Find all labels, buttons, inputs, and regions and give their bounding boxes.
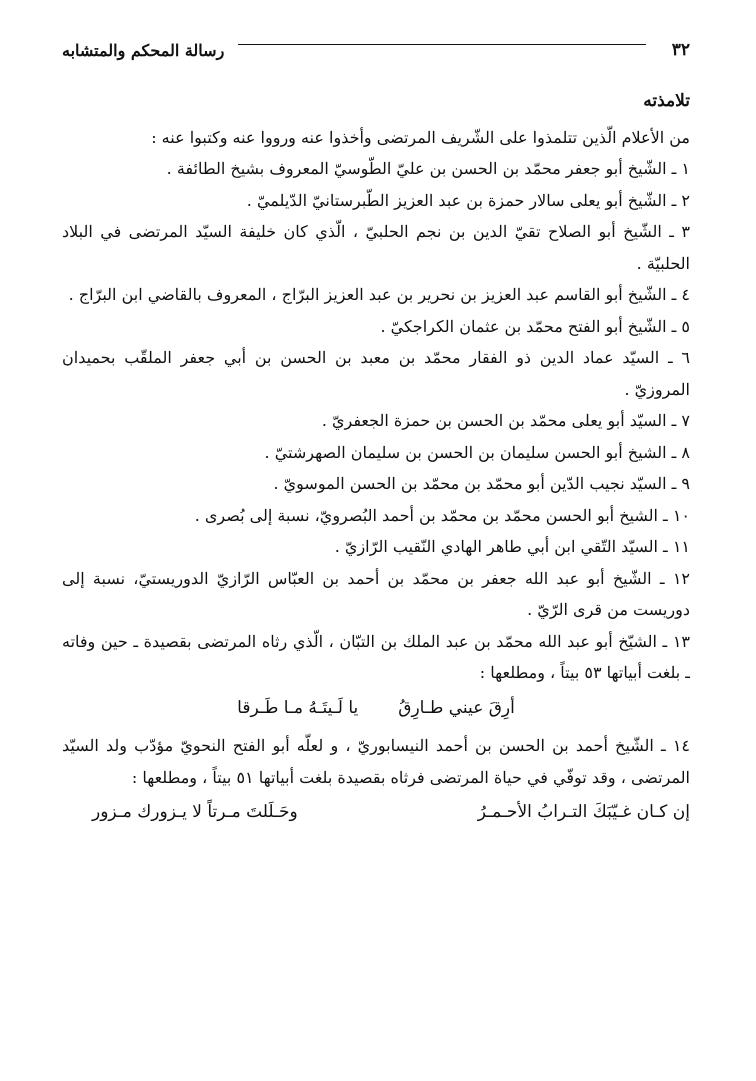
poem-verse-2: [62, 797, 690, 829]
list-item: ٦ ـ السيّد عماد الدين ذو الفقار محمّد بن معبد بن الحسن بن أبي جعفر الملقّب بحميدان المروزيّ .: [62, 348, 690, 399]
section-heading: تلامذته: [643, 91, 690, 111]
verse-hemistich: أرِقَ عيني طـارِقُ: [398, 697, 515, 718]
verse-hemistich: وحَـلَلتَ مـرتاً لا يـزورك مـزور: [92, 802, 298, 822]
running-title: رسالة المحكم والمتشابه: [62, 41, 225, 60]
page-number: ٣٢: [671, 40, 690, 60]
list-item: ٢ ـ الشّيخ أبو يعلى سالار حمزة بن عبد العزيز الطّبرستانيّ الدّيلميّ .: [246, 190, 690, 210]
list-item: ٧ ـ السيّد أبو يعلى محمّد بن الحسن بن حمزة الجعفريّ .: [321, 411, 690, 430]
page-header: [62, 28, 690, 62]
list-item: ١٤ ـ الشّيخ أحمد بن الحسن بن أحمد النيسابوريّ ، و لعلّه أبو الفتح النحويّ مؤدّب ولد السيّد المرتضى ، وقد توفّي في حياة المرتضى فرثاه بقصيدة بلغت أبياتها ٥١ بيتاً ، ومطلعها :: [62, 736, 691, 787]
list-item: ١٠ ـ الشيخ أبو الحسن محمّد بن محمّد بن أحمد البُصرويّ، نسبة إلى بُصرى .: [194, 505, 690, 525]
list-item: ٤ ـ الشّيخ أبو القاسم عبد العزيز بن نحرير بن عبد العزيز البرّاج ، المعروف بالقاضي ابن البرّاج .: [68, 285, 690, 304]
list-item: ٨ ـ الشيخ أبو الحسن سليمان بن الحسن بن سليمان الصهرشتيّ .: [264, 442, 690, 462]
list-item: ١١ ـ السيّد التّقي ابن أبي طاهر الهادي النّقيب الرّازيّ .: [334, 537, 690, 556]
list-item: ١ ـ الشّيخ أبو جعفر محمّد بن الحسن بن عليّ الطّوسيّ المعروف بشيخ الطائفة .: [166, 159, 690, 178]
verse-hemistich: يا لَـيتَـهُ مـا طَـرقا: [237, 697, 359, 718]
list-item: ١٢ ـ الشّيخ أبو عبد الله جعفر بن محمّد بن أحمد بن العبّاس الرّازيّ الدوريستيّ، نسبة إلى دوريست من قرى الرّيّ .: [62, 568, 690, 619]
list-item: ١٣ ـ الشيّخ أبو عبد الله محمّد بن عبد الملك بن التبّان ، الّذي رثاه المرتضى بقصيدة ـ حين وفاته ـ بلغت أبياتها ٥٣ بيتاً ، ومطلعها :: [62, 631, 691, 682]
list-item: ٣ ـ الشّيخ أبو الصلاح تقيّ الدين بن نجم الحلبيّ ، الّذي كان خليفة السيّد المرتضى في البلاد الحلبيّة .: [62, 222, 690, 273]
header-rule: [238, 44, 646, 45]
list-item: ٩ ـ السيّد نجيب الدّين أبو محمّد بن محمّد بن الحسن الموسويّ .: [273, 474, 690, 493]
verse-hemistich: إن كـان غـيّبَكَ التـرابُ الأحـمـرُ: [477, 802, 690, 822]
poem-verse-1: [62, 693, 690, 725]
list-item: ٥ ـ الشّيخ أبو الفتح محمّد بن عثمان الكراجكيّ .: [380, 316, 690, 336]
intro-paragraph: من الأعلام الّذين تتلمذوا على الشّريف المرتضى وأخذوا عنه ورووا عنه وكتبوا عنه :: [151, 127, 690, 147]
body-text: [62, 86, 690, 835]
